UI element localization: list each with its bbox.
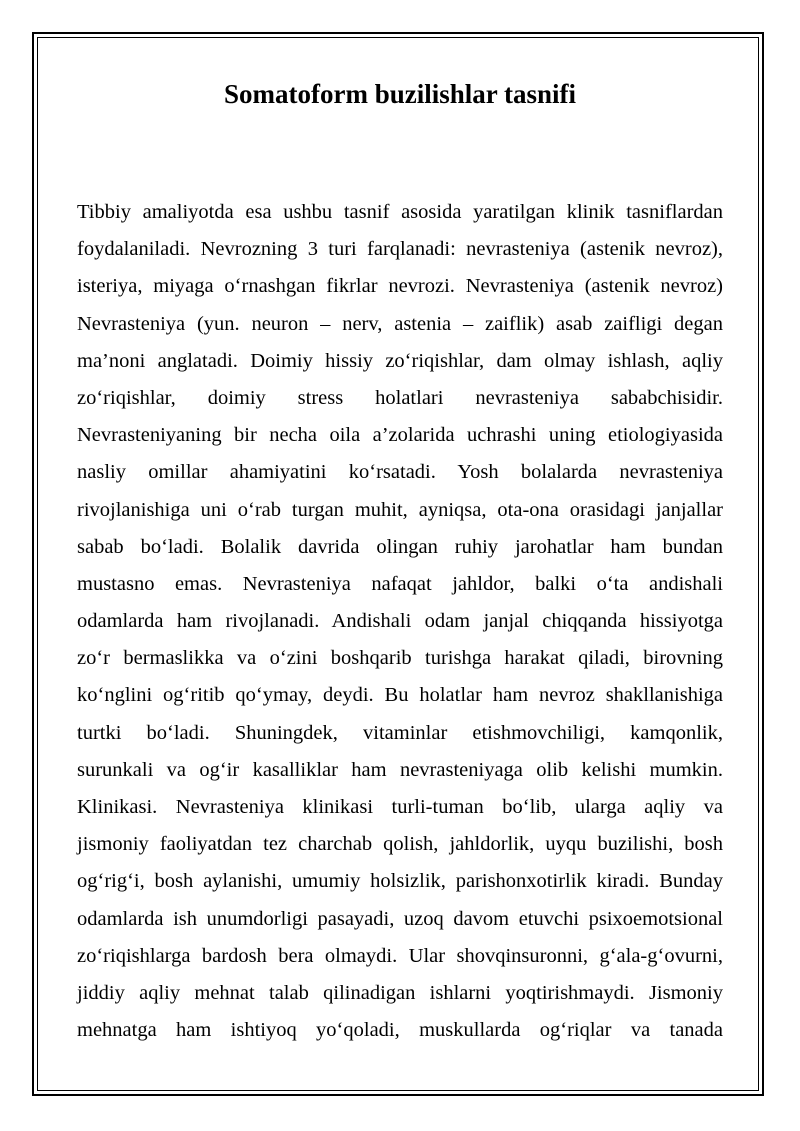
- paragraph-line: mehnatga ham ishtiyoq yo‘qoladi, muskullarda og‘riqlar va tanada: [77, 1019, 723, 1042]
- paragraph-line: og‘rig‘i, bosh aylanishi, umumiy holsizlik, parishonxotirlik kiradi. Bunday: [77, 870, 723, 893]
- paragraph-line: ko‘nglini og‘ritib qo‘ymay, deydi. Bu holatlar ham nevroz shakllanishiga: [77, 684, 723, 707]
- paragraph-line: jismoniy faoliyatdan tez charchab qolish, jahldorlik, uyqu buzilishi, bosh: [77, 833, 723, 856]
- paragraph-line: ma’noni anglatadi. Doimiy hissiy zo‘riqishlar, dam olmay ishlash, aqliy: [77, 349, 723, 372]
- paragraph-line: nasliy omillar ahamiyatini ko‘rsatadi. Yosh bolalarda nevrasteniya: [77, 461, 723, 484]
- paragraph-line: foydalaniladi. Nevrozning 3 turi farqlanadi: nevrasteniya (astenik nevroz),: [77, 238, 723, 261]
- paragraph-line: zo‘riqishlarga bardosh bera olmaydi. Ular shovqinsuronni, g‘ala-g‘ovurni,: [77, 944, 723, 967]
- body-paragraph: [77, 194, 723, 1049]
- paragraph-line: odamlarda ham rivojlanadi. Andishali odam janjal chiqqanda hissiyotga: [77, 610, 723, 633]
- paragraph-line: surunkali va og‘ir kasalliklar ham nevrasteniyaga olib kelishi mumkin.: [77, 758, 723, 781]
- paragraph-line: zo‘r bermaslikka va o‘zini boshqarib turishga harakat qiladi, birovning: [77, 647, 723, 670]
- paragraph-line: sabab bo‘ladi. Bolalik davrida olingan ruhiy jarohatlar ham bundan: [77, 535, 723, 558]
- paragraph-line: jiddiy aqliy mehnat talab qilinadigan ishlarni yoqtirishmaydi. Jismoniy: [77, 981, 723, 1004]
- paragraph-line: Nevrasteniyaning bir necha oila a’zolarida uchrashi uning etiologiyasida: [77, 424, 723, 447]
- paragraph-line: rivojlanishiga uni o‘rab turgan muhit, ayniqsa, ota-ona orasidagi janjallar: [77, 498, 723, 521]
- paragraph-line: Nevrasteniya (yun. neuron – nerv, astenia – zaiflik) asab zaifligi degan: [77, 312, 723, 335]
- paragraph-line: Tibbiy amaliyotda esa ushbu tasnif asosida yaratilgan klinik tasniflardan: [77, 201, 723, 223]
- paragraph-line: odamlarda ish unumdorligi pasayadi, uzoq davom etuvchi psixoemotsional: [77, 907, 723, 930]
- paragraph-line: turtki bo‘ladi. Shuningdek, vitaminlar etishmovchiligi, kamqonlik,: [77, 721, 723, 744]
- paragraph-line: mustasno emas. Nevrasteniya nafaqat jahldor, balki o‘ta andishali: [77, 572, 723, 595]
- paragraph-line: Klinikasi. Nevrasteniya klinikasi turli-tuman bo‘lib, ularga aqliy va: [77, 796, 723, 818]
- document-title: Somatoform buzilishlar tasnifi: [223, 79, 576, 109]
- paragraph-line: isteriya, miyaga o‘rnashgan fikrlar nevrozi. Nevrasteniya (astenik nevroz): [77, 275, 723, 298]
- paragraph-line: zo‘riqishlar, doimiy stress holatlari nevrasteniya sababchisidir.: [77, 386, 723, 409]
